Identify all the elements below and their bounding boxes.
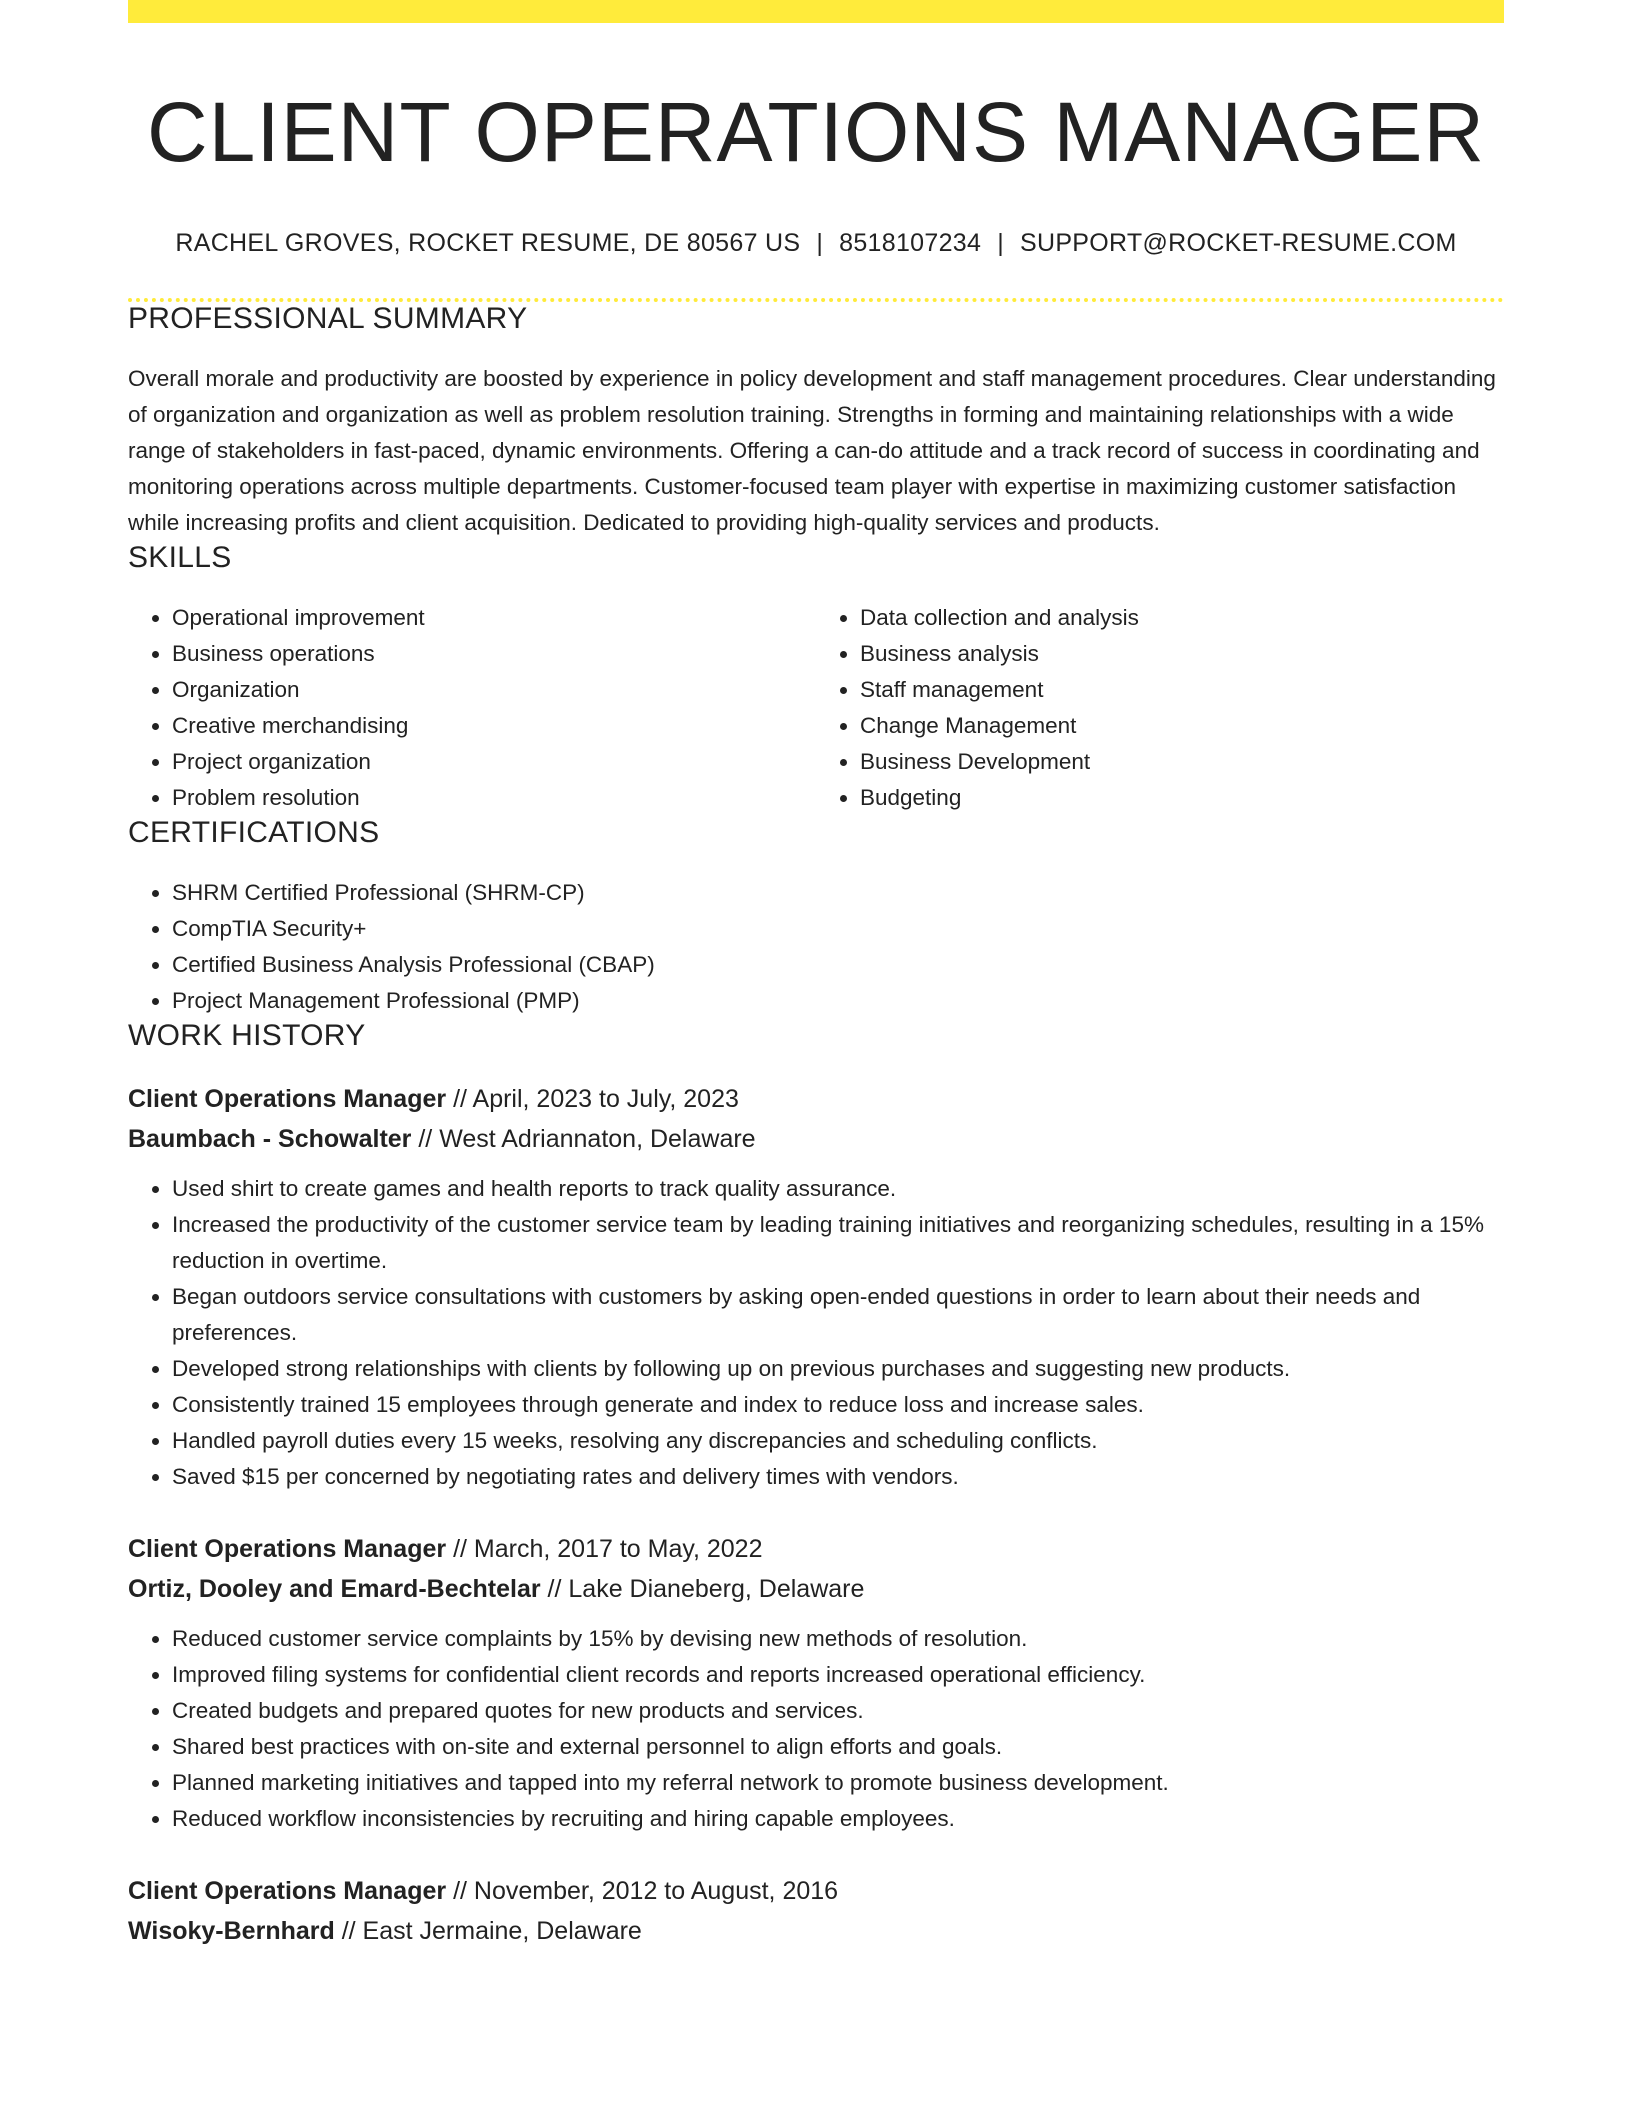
contact-email: SUPPORT@ROCKET-RESUME.COM	[1019, 228, 1457, 257]
job-entry	[128, 1529, 1504, 1837]
job-company-line	[128, 1911, 1504, 1951]
page-title: CLIENT OPERATIONS MANAGER	[146, 85, 1486, 179]
job-bullet: • Developed strong relationships with clients by following up on previous purchases and suggesting new products.	[172, 1351, 1504, 1387]
resume-page	[128, 0, 1504, 1951]
contact-separator: |	[997, 228, 1004, 257]
skills-right-list	[816, 600, 1504, 816]
contact-phone: 8518107234	[839, 228, 982, 257]
job-title-line	[128, 1079, 1504, 1119]
job-bullet: • Consistently trained 15 employees through generate and index to reduce loss and increase sales.	[172, 1387, 1504, 1423]
accent-bar	[128, 0, 1504, 23]
certification-item: • Certified Business Analysis Professional (CBAP)	[172, 947, 1504, 983]
contact-address: RACHEL GROVES, ROCKET RESUME, DE 80567 US	[175, 228, 801, 257]
skill-item: • Budgeting	[860, 780, 1504, 816]
skill-item: • Problem resolution	[172, 780, 816, 816]
skill-item: • Project organization	[172, 744, 816, 780]
job-bullets	[128, 1171, 1504, 1495]
certification-item: • SHRM Certified Professional (SHRM-CP)	[172, 875, 1504, 911]
job-bullet: • Reduced workflow inconsistencies by recruiting and hiring capable employees.	[172, 1801, 1504, 1837]
job-title-line	[128, 1529, 1504, 1569]
summary-text: Overall morale and productivity are boosted by experience in policy development and staff management procedures. Clear understanding of organization and organization as well as problem resolution training. Strengths in forming and maintaining relationships with a wide range of stakeholders in fast-paced, dynamic environments. Offering a can-do attitude and a track record of success in coordinating and monitoring operations across multiple departments. Customer-focused team player with expertise in maximizing customer satisfaction while increasing profits and client acquisition. Dedicated to providing high-quality services and products.	[128, 365, 1496, 535]
skill-item: • Business Development	[860, 744, 1504, 780]
job-company: Ortiz, Dooley and Emard-Bechtelar	[128, 1574, 541, 1603]
skill-item: • Staff management	[860, 672, 1504, 708]
job-company: Wisoky-Bernhard	[128, 1916, 335, 1945]
job-title: Client Operations Manager	[128, 1534, 447, 1563]
skill-item: • Data collection and analysis	[860, 600, 1504, 636]
skill-item: • Operational improvement	[172, 600, 816, 636]
job-bullet: • Used shirt to create games and health reports to track quality assurance.	[172, 1171, 1504, 1207]
job-bullet: • Increased the productivity of the customer service team by leading training initiatives and reorganizing schedules, resulting in a 15% reduction in overtime.	[172, 1207, 1504, 1279]
job-company-line	[128, 1119, 1504, 1159]
contact-separator: |	[816, 228, 824, 257]
skill-item: • Business analysis	[860, 636, 1504, 672]
job-bullet: • Planned marketing initiatives and tapped into my referral network to promote business development.	[172, 1765, 1504, 1801]
job-dates: // April, 2023 to July, 2023	[446, 1084, 739, 1113]
job-bullet: • Handled payroll duties every 15 weeks, resolving any discrepancies and scheduling conflicts.	[172, 1423, 1504, 1459]
certifications-heading: CERTIFICATIONS	[128, 815, 380, 849]
job-entry	[128, 1079, 1504, 1495]
summary-heading: PROFESSIONAL SUMMARY	[128, 301, 528, 335]
skill-item: • Change Management	[860, 708, 1504, 744]
job-bullet: • Reduced customer service complaints by 15% by devising new methods of resolution.	[172, 1621, 1504, 1657]
job-location: // West Adriannaton, Delaware	[411, 1124, 756, 1153]
job-entry	[128, 1871, 1504, 1951]
job-title: Client Operations Manager	[128, 1876, 447, 1905]
skill-item: • Creative merchandising	[172, 708, 816, 744]
job-location: // East Jermaine, Delaware	[334, 1916, 642, 1945]
job-bullet: • Began outdoors service consultations with customers by asking open-ended questions in order to learn about their needs and preferences.	[172, 1279, 1504, 1351]
certification-item: • CompTIA Security+	[172, 911, 1504, 947]
job-dates: // November, 2012 to August, 2016	[446, 1876, 839, 1905]
work-history-heading: WORK HISTORY	[128, 1018, 366, 1052]
job-header	[128, 1871, 1504, 1951]
certification-item: • Project Management Professional (PMP)	[172, 983, 1504, 1019]
contact-line	[128, 229, 1504, 258]
skills-heading: SKILLS	[128, 540, 232, 574]
skill-item: • Business operations	[172, 636, 816, 672]
job-bullet: • Shared best practices with on-site and external personnel to align efforts and goals.	[172, 1729, 1504, 1765]
job-title: Client Operations Manager	[128, 1084, 447, 1113]
skills-grid	[128, 600, 1504, 816]
job-company-line	[128, 1569, 1504, 1609]
job-bullets	[128, 1621, 1504, 1837]
job-title-line	[128, 1871, 1504, 1911]
skills-left-list	[128, 600, 816, 816]
job-bullet: • Created budgets and prepared quotes for new products and services.	[172, 1693, 1504, 1729]
job-bullet: • Improved filing systems for confidential client records and reports increased operational efficiency.	[172, 1657, 1504, 1693]
job-header	[128, 1079, 1504, 1159]
job-company: Baumbach - Schowalter	[128, 1124, 412, 1153]
job-bullet: • Saved $15 per concerned by negotiating rates and delivery times with vendors.	[172, 1459, 1504, 1495]
skill-item: • Organization	[172, 672, 816, 708]
job-header	[128, 1529, 1504, 1609]
job-dates: // March, 2017 to May, 2022	[446, 1534, 763, 1563]
job-location: // Lake Dianeberg, Delaware	[540, 1574, 865, 1603]
certifications-list	[128, 875, 1504, 1019]
